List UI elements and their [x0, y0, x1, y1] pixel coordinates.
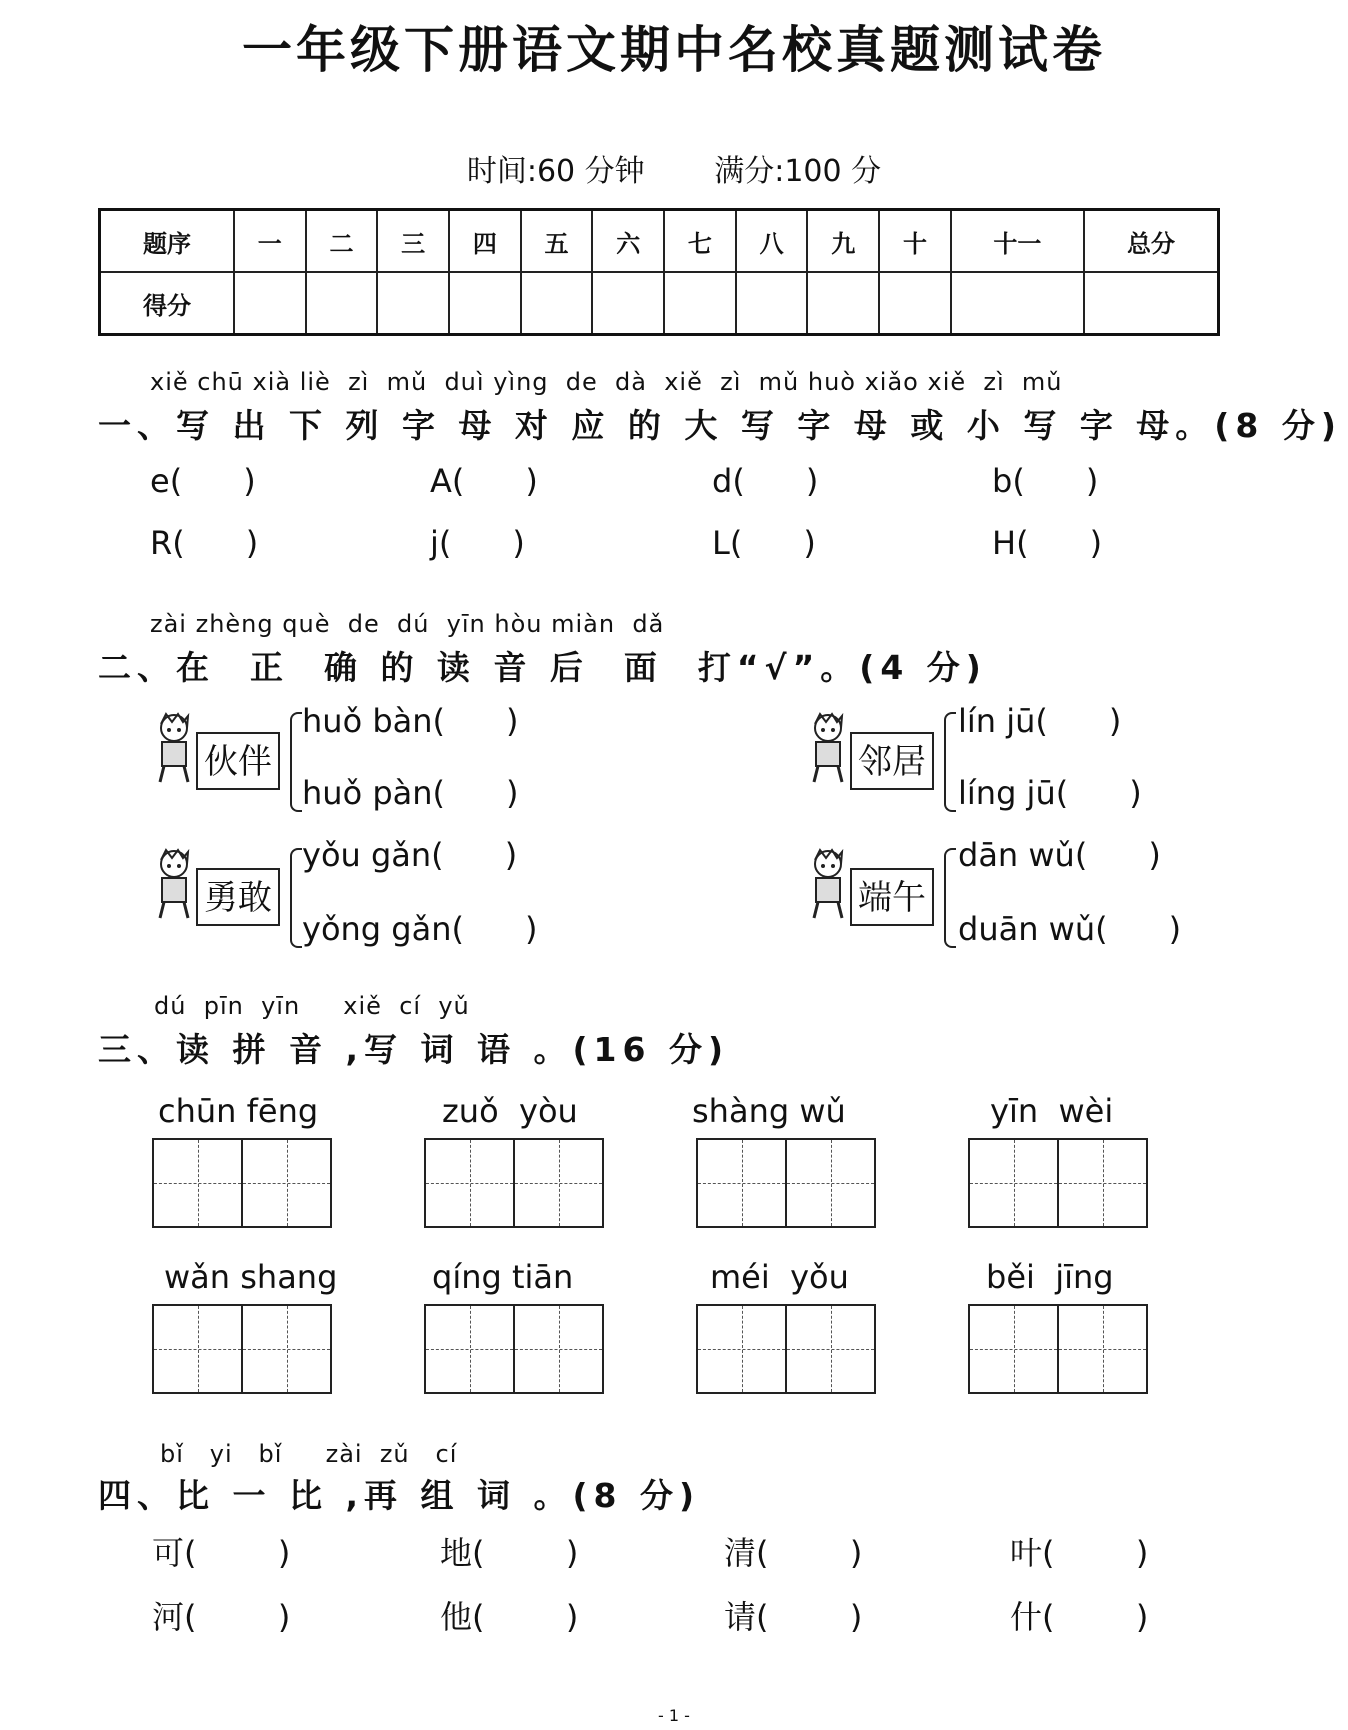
q3-heading: 三、读 拼 音 ,写 词 语 。(16 分): [98, 1030, 730, 1069]
q4-item[interactable]: 叶( ): [1010, 1534, 1149, 1572]
writing-grid[interactable]: [968, 1304, 1148, 1394]
brace: [290, 848, 302, 948]
writing-grid[interactable]: [424, 1304, 604, 1394]
score-table: [98, 208, 1220, 336]
score-header-cell: 二: [306, 210, 378, 273]
score-cell[interactable]: [306, 272, 378, 335]
score-header-cell: 五: [521, 210, 593, 273]
q4-heading: 四、比 一 比 ,再 组 词 。(8 分): [98, 1476, 701, 1515]
writing-grid[interactable]: [152, 1304, 332, 1394]
score-table-score-row: [100, 272, 1219, 335]
q2-option[interactable]: huǒ bàn( ): [302, 702, 519, 740]
page-number: - 1 -: [658, 1706, 690, 1725]
q4-item[interactable]: 地( ): [440, 1534, 579, 1572]
q2-option[interactable]: líng jū( ): [958, 774, 1142, 812]
score-header-cell: 八: [736, 210, 808, 273]
q3-word-pinyin: wǎn shang: [164, 1258, 338, 1296]
score-header-cell: 九: [807, 210, 879, 273]
exam-meta: [0, 146, 1348, 190]
q1-item[interactable]: b( ): [992, 462, 1099, 500]
q4-item[interactable]: 什( ): [1010, 1598, 1149, 1636]
score-header-cell: 四: [449, 210, 521, 273]
score-header-cell: 一: [234, 210, 306, 273]
time-limit: 时间:60 分钟: [466, 154, 645, 189]
score-cell[interactable]: [234, 272, 306, 335]
score-cell[interactable]: [879, 272, 951, 335]
q1-heading: 一、写 出 下 列 字 母 对 应 的 大 写 字 母 或 小 写 字 母。(8 分): [98, 406, 1342, 445]
q4-item[interactable]: 河( ): [152, 1598, 291, 1636]
score-cell[interactable]: [1084, 272, 1219, 335]
q1-item[interactable]: e( ): [150, 462, 256, 500]
writing-grid[interactable]: [696, 1138, 876, 1228]
q2-option[interactable]: yǒu gǎn( ): [302, 836, 518, 874]
brace: [944, 848, 956, 948]
q2-option[interactable]: lín jū( ): [958, 702, 1122, 740]
score-header-cell: 题序: [100, 210, 234, 273]
q4-pinyin: bǐ yi bǐ zài zǔ cí: [160, 1440, 458, 1468]
q4-item[interactable]: 他( ): [440, 1598, 579, 1636]
q2-word-box: 邻居: [850, 732, 934, 790]
score-cell[interactable]: [951, 272, 1084, 335]
brace: [290, 712, 302, 812]
child-figure-icon: [806, 712, 850, 784]
score-header-cell: 十一: [951, 210, 1084, 273]
q3-word-pinyin: yīn wèi: [990, 1092, 1114, 1130]
q4-item[interactable]: 请( ): [724, 1598, 863, 1636]
q1-item[interactable]: R( ): [150, 524, 259, 562]
q3-word-pinyin: běi jīng: [986, 1258, 1114, 1296]
q2-heading: 二、在 正 确 的 读 音 后 面 打“√”。(4 分): [98, 648, 987, 687]
score-row-label: 得分: [100, 272, 234, 335]
q1-item[interactable]: L( ): [712, 524, 816, 562]
writing-grid[interactable]: [696, 1304, 876, 1394]
q1-item[interactable]: j( ): [430, 524, 525, 562]
writing-grid[interactable]: [424, 1138, 604, 1228]
q2-word-box: 端午: [850, 868, 934, 926]
score-header-cell: 七: [664, 210, 736, 273]
score-header-cell: 总分: [1084, 210, 1219, 273]
q3-word-pinyin: zuǒ yòu: [442, 1092, 578, 1130]
score-cell[interactable]: [736, 272, 808, 335]
q2-option[interactable]: yǒng gǎn( ): [302, 910, 538, 948]
q1-pinyin: xiě chū xià liè zì mǔ duì yìng de dà xiě zì mǔ huò xiǎo xiě zì mǔ: [150, 368, 1063, 396]
score-header-cell: 三: [377, 210, 449, 273]
q3-word-pinyin: qíng tiān: [432, 1258, 574, 1296]
full-score: 满分:100 分: [714, 154, 882, 189]
score-table-header-row: [100, 210, 1219, 273]
q2-option[interactable]: dān wǔ( ): [958, 836, 1161, 874]
q3-pinyin: dú pīn yīn xiě cí yǔ: [154, 992, 470, 1020]
q2-word-box: 勇敢: [196, 868, 280, 926]
q1-item[interactable]: d( ): [712, 462, 819, 500]
child-figure-icon: [152, 712, 196, 784]
q2-pinyin: zài zhèng què de dú yīn hòu miàn dǎ: [150, 610, 665, 638]
score-cell[interactable]: [664, 272, 736, 335]
page-title: 一年级下册语文期中名校真题测试卷: [242, 20, 1106, 79]
writing-grid[interactable]: [968, 1138, 1148, 1228]
q3-word-pinyin: shàng wǔ: [692, 1092, 846, 1130]
child-figure-icon: [152, 848, 196, 920]
score-cell[interactable]: [449, 272, 521, 335]
q3-word-pinyin: chūn fēng: [158, 1092, 319, 1130]
score-cell[interactable]: [592, 272, 664, 335]
q2-option[interactable]: duān wǔ( ): [958, 910, 1182, 948]
q1-item[interactable]: H( ): [992, 524, 1103, 562]
q3-word-pinyin: méi yǒu: [710, 1258, 849, 1296]
score-header-cell: 六: [592, 210, 664, 273]
score-header-cell: 十: [879, 210, 951, 273]
q1-item[interactable]: A( ): [430, 462, 538, 500]
q4-item[interactable]: 清( ): [724, 1534, 863, 1572]
child-figure-icon: [806, 848, 850, 920]
q2-option[interactable]: huǒ pàn( ): [302, 774, 519, 812]
q4-item[interactable]: 可( ): [152, 1534, 291, 1572]
writing-grid[interactable]: [152, 1138, 332, 1228]
q2-word-box: 伙伴: [196, 732, 280, 790]
score-cell[interactable]: [807, 272, 879, 335]
score-cell[interactable]: [521, 272, 593, 335]
brace: [944, 712, 956, 812]
score-cell[interactable]: [377, 272, 449, 335]
